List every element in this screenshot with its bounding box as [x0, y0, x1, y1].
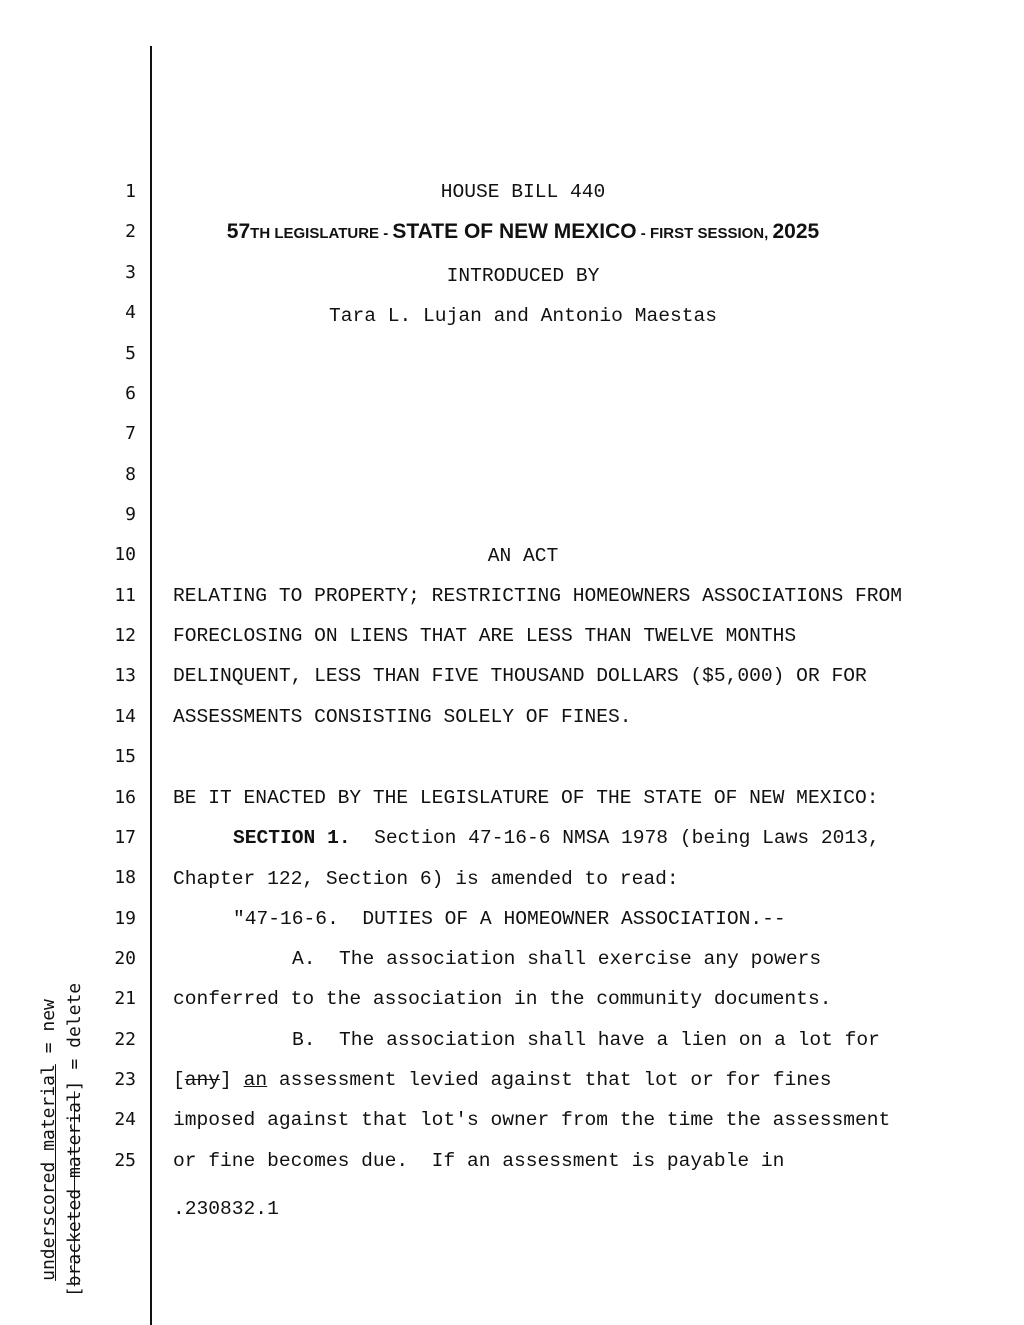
line-number: 13	[114, 665, 136, 686]
line-number: 10	[114, 544, 136, 565]
line-number: 15	[114, 746, 136, 767]
line-number: 25	[114, 1150, 136, 1171]
heading-separator: -	[379, 225, 393, 242]
statute-heading: "47-16-6. DUTIES OF A HOMEOWNER ASSOCIATION.--	[233, 908, 786, 930]
legislature-number: 57	[226, 220, 251, 243]
act-description-line: ASSESSMENTS CONSISTING SOLELY OF FINES.	[173, 706, 632, 728]
enacting-clause: BE IT ENACTED BY THE LEGISLATURE OF THE STATE OF NEW MEXICO:	[173, 787, 879, 809]
line-number: 7	[125, 423, 136, 444]
line-number: 11	[114, 585, 136, 606]
act-title: AN ACT	[487, 545, 559, 567]
line-number: 16	[114, 787, 136, 808]
heading-separator: -	[636, 225, 650, 242]
line-number: 4	[125, 302, 136, 323]
act-description-line: RELATING TO PROPERTY; RESTRICTING HOMEOWNERS ASSOCIATIONS FROM	[173, 585, 903, 607]
section-label: SECTION 1.	[233, 827, 351, 849]
subsection-b: B. The association shall have a lien on a lot for	[292, 1029, 880, 1051]
body-line: Chapter 122, Section 6) is amended to read:	[173, 868, 679, 890]
document-code: .230832.1	[173, 1198, 279, 1220]
body-line: imposed against that lot's owner from the time the assessment	[173, 1109, 891, 1131]
line-text: assessment levied against that lot or for fines	[267, 1069, 832, 1091]
new-text: an	[243, 1069, 268, 1091]
line-number: 12	[114, 625, 136, 646]
legend-bracketed-eq: = delete	[64, 982, 85, 1081]
legend-delete	[64, 983, 85, 1297]
session-name: FIRST SESSION	[649, 225, 765, 242]
line-number: 24	[114, 1109, 136, 1130]
bracket-open: [	[173, 1069, 185, 1091]
state-name: STATE OF NEW MEXICO	[392, 220, 637, 243]
line-number: 5	[125, 343, 136, 364]
line-number: 20	[114, 948, 136, 969]
legislature-heading	[173, 219, 873, 247]
line-number: 1	[125, 181, 136, 202]
line-number: 8	[125, 464, 136, 485]
line-number: 21	[114, 988, 136, 1009]
bill-number: HOUSE BILL 440	[440, 181, 606, 203]
section-1-heading	[233, 827, 933, 849]
legend-underscored-eq: = new	[38, 999, 59, 1065]
body-line: or fine becomes due. If an assessment is payable in	[173, 1150, 785, 1172]
section-text: Section 47-16-6 NMSA 1978 (being Laws 2013,	[350, 827, 880, 849]
legend-bracket-open: [	[64, 1286, 85, 1298]
legislature-suffix: TH LEGISLATURE	[250, 225, 380, 242]
legend-new	[38, 999, 59, 1281]
line-number: 14	[114, 706, 136, 727]
line-number: 23	[114, 1069, 136, 1090]
amended-line	[173, 1069, 873, 1091]
line-number: 9	[125, 504, 136, 525]
sponsors: Tara L. Lujan and Antonio Maestas	[328, 305, 718, 327]
margin-rule	[150, 46, 152, 1325]
introduced-by: INTRODUCED BY	[446, 265, 600, 287]
line-number: 17	[114, 827, 136, 848]
session-separator: ,	[764, 225, 773, 242]
subsection-a: A. The association shall exercise any powers	[292, 948, 822, 970]
legend-bracketed-text: bracketed material	[64, 1091, 85, 1287]
legend-underscored-text: underscored material	[38, 1064, 59, 1281]
act-description-line: FORECLOSING ON LIENS THAT ARE LESS THAN TWELVE MONTHS	[173, 625, 797, 647]
legend-bracket-close: ]	[64, 1080, 85, 1092]
line-number: 6	[125, 383, 136, 404]
bracket-close: ]	[220, 1069, 244, 1091]
deleted-text: any	[184, 1069, 221, 1091]
line-number: 3	[125, 262, 136, 283]
line-number: 19	[114, 908, 136, 929]
line-number: 18	[114, 867, 136, 888]
line-number: 22	[114, 1029, 136, 1050]
body-line: conferred to the association in the community documents.	[173, 988, 832, 1010]
session-year: 2025	[772, 220, 820, 243]
act-description-line: DELINQUENT, LESS THAN FIVE THOUSAND DOLLARS ($5,000) OR FOR	[173, 665, 867, 687]
line-number: 2	[125, 221, 136, 242]
